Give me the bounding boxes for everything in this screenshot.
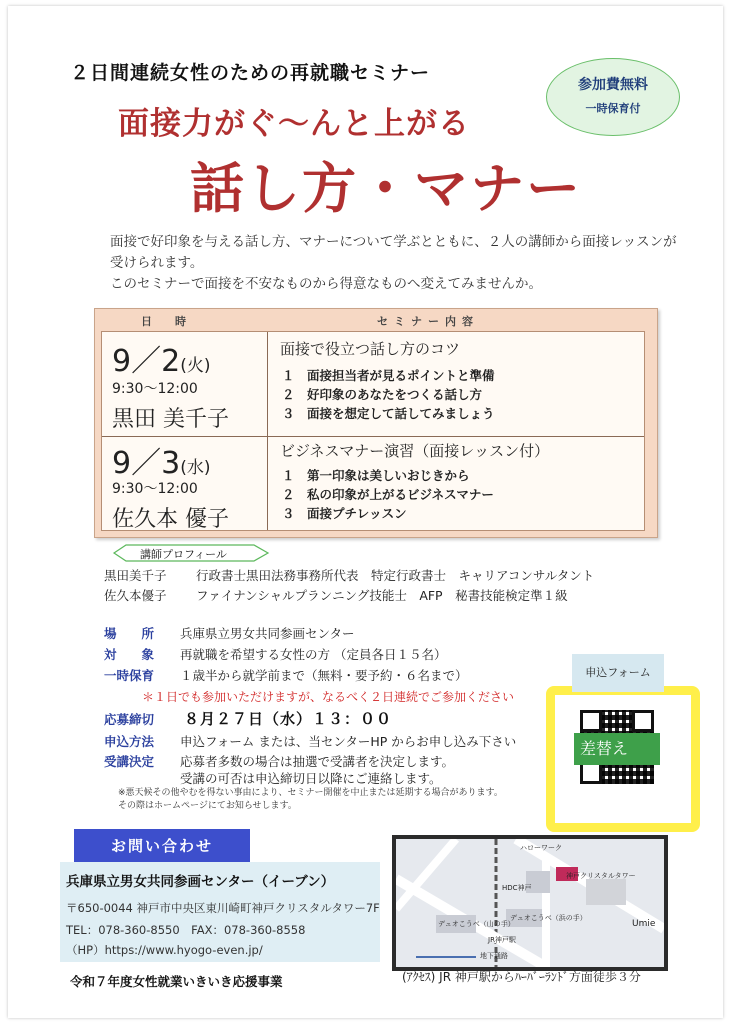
seminar-subtitle: ２日間連続女性のための再就職セミナー [70,62,431,84]
session1-item: ２ 好印象のあなたをつくる話し方 [282,387,483,402]
session1-date: 9／2(火) [112,344,211,379]
map-label: HDC神戸 [502,884,532,892]
place-key: 場 所 [104,626,155,641]
footer-program: 令和７年度女性就業いきいき応援事業 [70,974,283,989]
decision-value-1: 応募者多数の場合は抽選で受講者を決定します。 [180,754,455,769]
decision-key: 受講決定 [104,754,155,769]
childcare-key: 一時保育 [104,668,155,683]
target-key: 対 象 [104,647,155,662]
profile-desc: 行政書士黒田法務事務所代表 特定行政書士 キャリアコンサルタント [196,568,595,583]
map-label: 神戸クリスタルタワー [566,872,636,880]
map-label: 地下通路 [480,952,508,960]
session2-item: ３ 面接プチレッスン [282,506,407,521]
profile-name: 黒田美千子 [104,568,167,583]
map-label: JR神戸駅 [488,936,516,944]
access-directions: (ｱｸｾｽ) JR 神戸駅からﾊｰﾊﾞｰﾗﾝﾄﾞ方面徒歩３分 [402,970,641,984]
badge-childcare-text: 一時保育付 [585,102,641,115]
map-label: デュオこうべ（浜の手） [510,914,587,922]
profile-row [104,566,594,584]
schedule-body [101,331,645,531]
profile-label [104,544,272,562]
contact-org: 兵庫県立男女共同参画センター（イーブン） [66,874,335,890]
session1-time: 9:30～12:00 [112,381,198,397]
session2-lecturer: 佐久本 優子 [112,507,229,532]
contact-box [60,862,380,962]
method-value: 申込フォーム または、当センターHP からお申し込み下さい [180,734,517,749]
deadline-key: 応募締切 [104,712,155,727]
target-value: 再就職を希望する女性の方 （定員各日１５名） [180,647,447,662]
intro-text [110,232,690,295]
session1-topic: 面接で役立つ話し方のコツ [280,340,461,358]
childcare-value: １歳半から就学前まで（無料・要予約・６名まで） [180,668,468,683]
profile-name: 佐久本優子 [104,588,167,603]
session2-item: １ 第一印象は美しいおじきから [282,468,470,483]
col-header-content: セミナー内容 [377,315,479,328]
free-badge [546,58,680,136]
replace-placeholder: 差替え [574,733,660,765]
contact-website[interactable]: （HP）https://www.hyogo-even.jp/ [66,943,263,957]
cancellation-note: ※悪天候その他やむを得ない事由により、セミナー開催を中止または延期する場合があります。 その際はホームページにてお知らせします。 [118,788,503,811]
session1-lecturer: 黒田 美千子 [112,407,229,432]
contact-phone: TEL：078-360-8550 FAX：078-360-8558 [66,923,306,937]
decision-value-2: 受講の可否は申込締切日以降にご連絡します。 [180,771,442,786]
apply-form-label: 申込フォーム [572,654,664,692]
method-key: 申込方法 [104,734,155,749]
intro-paragraph-1: 面接で好印象を与える話し方、マナーについて学ぶとともに、２人の講師から面接レッスンが受けられます。 [110,234,677,271]
profile-desc: ファイナンシャルプランニング技能士 AFP 秘書技能検定準１級 [196,588,568,603]
title-line1: 面接力がぐ～んと上がる [118,106,470,142]
map-roads [396,839,664,967]
place-value: 兵庫県立男女共同参画センター [180,626,355,641]
session1-item: ３ 面接を想定して話してみましょう [282,406,495,421]
attendance-note: ＊１日でも参加いただけますが、なるべく２日連続でご参加ください [142,690,515,704]
session2-date: 9／3(水) [112,446,211,481]
session2-topic: ビジネスマナー演習（面接レッスン付） [280,442,550,460]
profile-label-text: 講師プロフィール [140,548,227,561]
contact-header: お問い合わせ [74,829,250,863]
session1-item: １ 面接担当者が見るポイントと準備 [282,368,495,383]
access-map [392,835,668,971]
session2-item: ２ 私の印象が上がるビジネスマナー [282,487,494,502]
flyer-page [8,6,723,1018]
map-label: Umie [632,919,656,929]
schedule-table [94,308,658,538]
session2-time: 9:30～12:00 [112,481,198,497]
col-header-date: 日 時 [141,315,192,328]
map-label: ハローワーク [520,844,562,852]
deadline-value: ８月２７日（水）１３：００ [184,710,393,728]
map-label: デュオこうべ（山の手） [438,920,515,928]
badge-free-text: 参加費無料 [578,77,648,93]
profile-row [104,586,568,604]
contact-address: 〒650-0044 神戸市中央区東川崎町神戸クリスタルタワー7F [66,901,380,915]
title-line2: 話し方・マナー [190,157,582,220]
intro-paragraph-2: このセミナーで面接を不安なものから得意なものへ変えてみませんか。 [110,276,542,292]
